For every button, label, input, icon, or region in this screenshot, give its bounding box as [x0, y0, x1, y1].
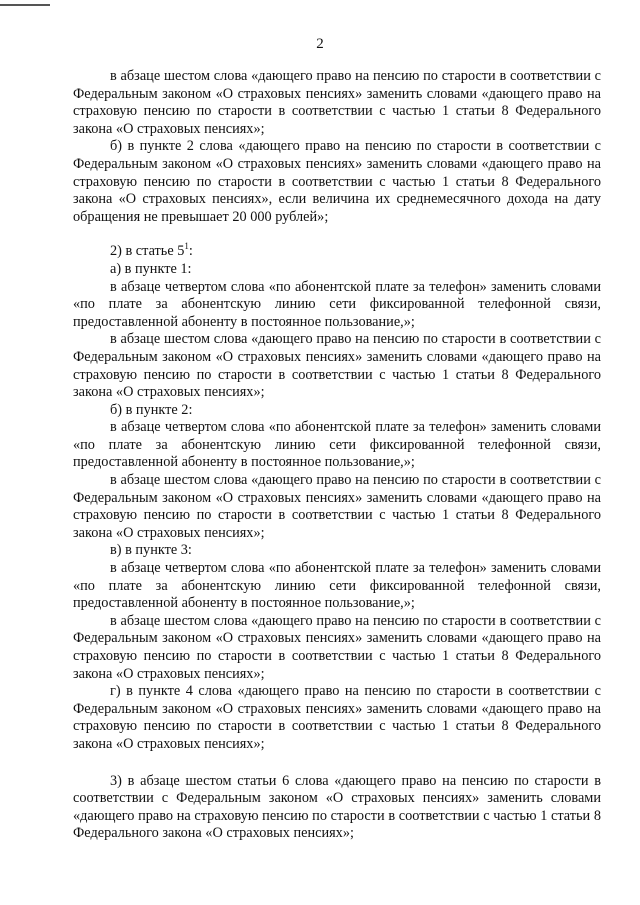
subitem-heading-b: б) в пункте 2:: [110, 401, 193, 418]
scan-edge-mark: [0, 4, 50, 6]
paragraph-8: в абзаце четвертом слова «по абонентской плате за телефон» заменить словами «по плате за абонентскую линию сети фиксированной телефонной связи, предоставленной абоненту в постоянное пользование,»;: [73, 419, 601, 471]
paragraph-14: 3) в абзаце шестом статьи 6 слова «дающего право на пенсию по старости в соответствии с Федеральным законом «О страховых пенсиях» заменить словами «дающего право на страховую пенсию по старости в соответствии с частью 1 статьи 8 Федерального закона «О страховых пенсиях»;: [73, 772, 601, 842]
paragraph-5: в абзаце четвертом слова «по абонентской плате за телефон» заменить словами «по плате за абонентскую линию сети фиксированной телефонной связи, предоставленной абоненту в постоянное пользование,»;: [73, 278, 601, 330]
subitem-heading-a: а) в пункте 1:: [110, 260, 192, 277]
paragraph-9: в абзаце шестом слова «дающего право на пенсию по старости в соответствии с Федеральным законом «О страховых пенсиях» заменить словами «дающего право на страховую пенсию по старости в соответствии с частью 1 статьи 8 Федерального закона «О страховых пенсиях»;: [73, 472, 601, 541]
article-heading-text: 2) в статье 5: [110, 243, 185, 260]
paragraph-11: в абзаце четвертом слова «по абонентской плате за телефон» заменить словами «по плате за абонентскую линию сети фиксированной телефонной связи, предоставленной абоненту в постоянное пользование,»;: [73, 560, 601, 612]
paragraph-12: в абзаце шестом слова «дающего право на пенсию по старости в соответствии с Федеральным законом «О страховых пенсиях» заменить словами «дающего право на страховую пенсию по старости в соответствии с частью 1 статьи 8 Федерального закона «О страховых пенсиях»;: [73, 612, 601, 682]
paragraph-2: б) в пункте 2 слова «дающего право на пенсию по старости в соответствии с Федеральным законом «О страховых пенсиях» заменить словами «дающего право на страховую пенсию по старости в соответствии с частью 1 статьи 8 Федерального закона «О страховых пенсиях», если величина их среднемесячного дохода на дату обращения не превышает 20 000 рублей»;: [73, 138, 601, 225]
document-body: [73, 68, 601, 843]
paragraph-13: г) в пункте 4 слова «дающего право на пенсию по старости в соответствии с Федеральным законом «О страховых пенсиях» заменить словами «дающего право на страховую пенсию по старости в соответствии с частью 1 статьи 8 Федерального закона «О страховых пенсиях»;: [73, 683, 601, 752]
paragraph-1: в абзаце шестом слова «дающего право на пенсию по старости в соответствии с Федеральным законом «О страховых пенсиях» заменить словами «дающего право на страховую пенсию по старости в соответствии с частью 1 статьи 8 Федерального закона «О страховых пенсиях»;: [73, 68, 601, 137]
subitem-heading-v: в) в пункте 3:: [110, 542, 192, 559]
paragraph-6: в абзаце шестом слова «дающего право на пенсию по старости в соответствии с Федеральным законом «О страховых пенсиях» заменить словами «дающего право на страховую пенсию по старости в соответствии с частью 1 статьи 8 Федерального закона «О страховых пенсиях»;: [73, 331, 601, 401]
article-heading-superscript: 1: [184, 241, 189, 252]
article-heading-5-1: [73, 243, 601, 261]
article-heading-colon: :: [188, 243, 193, 260]
page-number: 2: [316, 36, 324, 52]
